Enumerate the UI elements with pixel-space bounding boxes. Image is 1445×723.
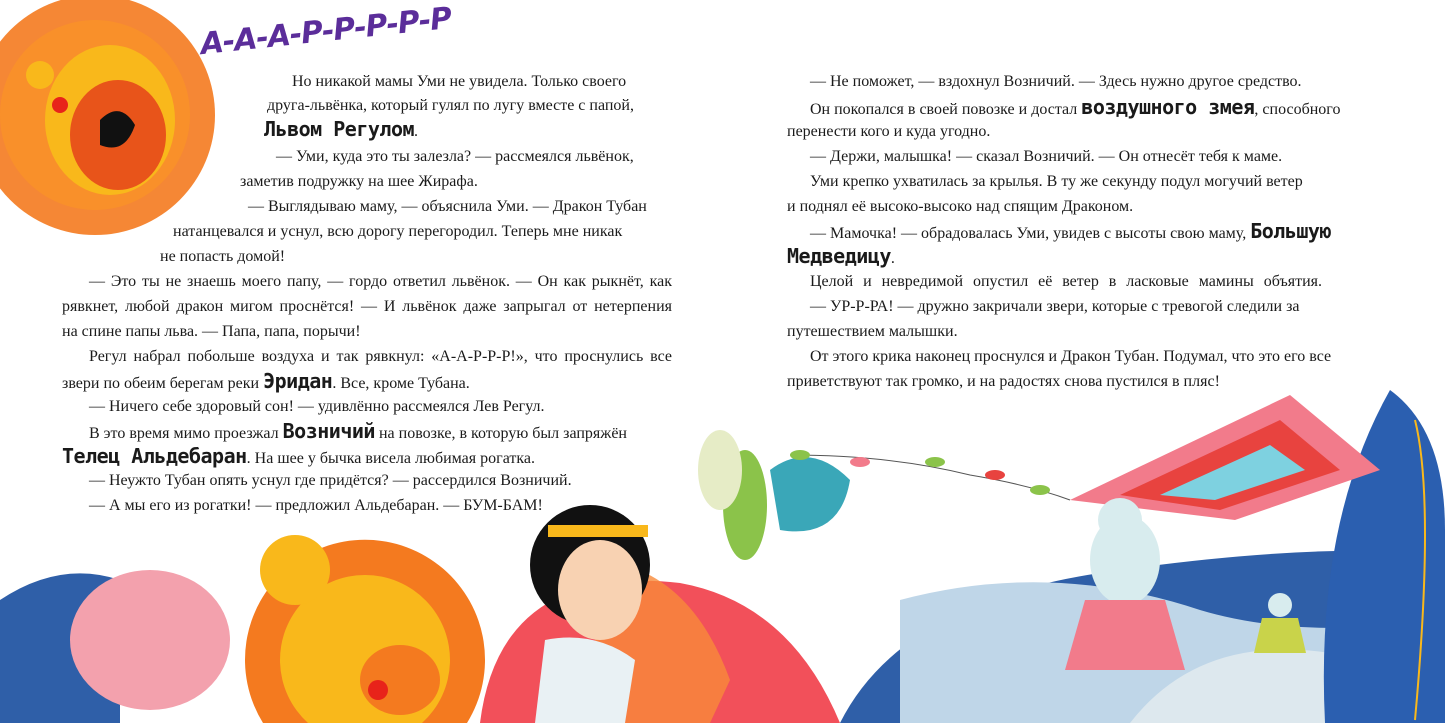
text-line — [276, 147, 634, 167]
text-line — [810, 221, 1331, 244]
text-line — [810, 272, 1322, 292]
highlighted-name: Львом Регулом — [264, 117, 415, 141]
text-segment: рявкнет, любой дракон мигом проснётся! — И львёнок даже запрыгал от нетерпения — [62, 298, 672, 315]
text-segment: — Неужто Тубан опять уснул где придётся? — рассердился Возничий. — [89, 472, 572, 489]
text-segment: . На шее у бычка висела любимая рогатка. — [246, 450, 535, 467]
text-segment: путешествием малышки. — [787, 323, 958, 340]
text-line — [787, 372, 1220, 392]
text-segment: друга-львёнка, который гулял по лугу вместе с папой, — [267, 97, 634, 114]
text-segment: В это время мимо проезжал — [89, 425, 283, 442]
kite-illustration — [790, 395, 1380, 520]
text-segment: приветствуют так громко, и на радостях снова пустился в пляс! — [787, 373, 1220, 390]
text-segment: — УР-Р-РА! — дружно закричали звери, которые с тревогой следили за — [810, 298, 1300, 315]
text-segment: Он покопался в своей повозке и достал — [810, 101, 1082, 118]
highlighted-name: Возничий — [282, 419, 375, 443]
text-segment: заметив подружку на шее Жирафа. — [240, 173, 478, 190]
text-segment: — Держи, малышка! — сказал Возничий. — Он отнесёт тебя к маме. — [810, 148, 1283, 165]
roaring-lion-illustration — [0, 0, 215, 235]
text-segment: Регул набрал побольше воздуха и так рявкнул: «А-А-Р-Р-Р!», что проснулись все — [89, 348, 672, 365]
text-line — [89, 347, 672, 367]
text-segment: От этого крика наконец проснулся и Дракон Тубан. Подумал, что это его все — [810, 348, 1332, 365]
lion-and-bull-illustration — [0, 535, 485, 723]
text-segment: не попасть домой! — [160, 248, 286, 265]
text-line — [810, 147, 1282, 167]
text-segment: — Выглядываю маму, — объяснила Уми. — Дракон Тубан — [248, 198, 647, 215]
highlighted-name: Большую — [1250, 219, 1331, 243]
text-segment: — Ничего себе здоровый сон! — удивлённо рассмеялся Лев Регул. — [89, 398, 545, 415]
girl-umi-illustration — [480, 505, 840, 723]
highlighted-name: Эридан — [263, 369, 333, 393]
text-line — [62, 322, 361, 342]
text-line — [89, 496, 543, 516]
text-line — [89, 421, 627, 444]
text-segment: — Уми, куда это ты залезла? — рассмеялся львёнок, — [276, 148, 634, 165]
text-segment: на спине папы льва. — Папа, папа, порычи! — [62, 323, 361, 340]
text-segment: . — [414, 123, 419, 140]
text-line — [292, 72, 626, 92]
text-line — [810, 347, 1331, 367]
text-line — [62, 297, 672, 317]
highlighted-name: воздушного змея — [1081, 95, 1255, 119]
text-line — [810, 72, 1302, 92]
text-segment: звери по обеим берегам реки — [62, 375, 264, 392]
text-segment: и поднял её высоко-высоко над спящим Драконом. — [787, 198, 1134, 215]
text-segment: на повозке, в которую был запряжён — [374, 425, 627, 442]
text-line — [264, 119, 418, 142]
text-line — [173, 222, 622, 242]
text-segment: , способного — [1254, 101, 1341, 118]
text-segment: . — [890, 250, 895, 267]
text-line — [160, 247, 285, 267]
text-segment: Целой и невредимой опустил её ветер в ласковые мамины объятия. — [810, 273, 1322, 290]
text-line — [787, 197, 1133, 217]
text-segment: — Это ты не знаешь моего папу, — гордо ответил львёнок. — Он как рыкнёт, как — [89, 273, 672, 290]
text-line — [787, 122, 990, 142]
roar-sound-text: А-А-А-Р-Р-Р-Р-Р — [198, 0, 453, 63]
text-line — [787, 322, 958, 342]
highlighted-name: Телец Альдебаран — [62, 444, 247, 468]
text-line — [62, 446, 535, 469]
text-segment: — Мамочка! — обрадовалась Уми, увидев с высоты свою маму, — [810, 225, 1251, 242]
text-segment: Уми крепко ухватилась за крылья. В ту же секунду подул могучий ветер — [810, 173, 1303, 190]
text-line — [89, 471, 572, 491]
text-line — [810, 97, 1340, 120]
text-line — [810, 172, 1303, 192]
text-line — [787, 246, 895, 269]
text-line — [248, 197, 647, 217]
text-line — [810, 297, 1299, 317]
text-line — [62, 371, 470, 394]
text-segment: перенести кого и куда угодно. — [787, 123, 991, 140]
text-line — [89, 272, 672, 292]
text-line — [240, 172, 478, 192]
text-line — [267, 96, 634, 116]
text-line — [89, 397, 545, 417]
text-segment: Но никакой мамы Уми не увидела. Только своего — [292, 73, 627, 90]
text-segment: . Все, кроме Тубана. — [332, 375, 470, 392]
text-segment: — Не поможет, — вздохнул Возничий. — Здесь нужно другое средство. — [810, 73, 1302, 90]
highlighted-name: Медведицу — [787, 244, 891, 268]
text-segment: — А мы его из рогатки! — предложил Альдебаран. — БУМ-БАМ! — [89, 497, 543, 514]
text-segment: натанцевался и уснул, всю дорогу перегородил. Теперь мне никак — [173, 223, 623, 240]
